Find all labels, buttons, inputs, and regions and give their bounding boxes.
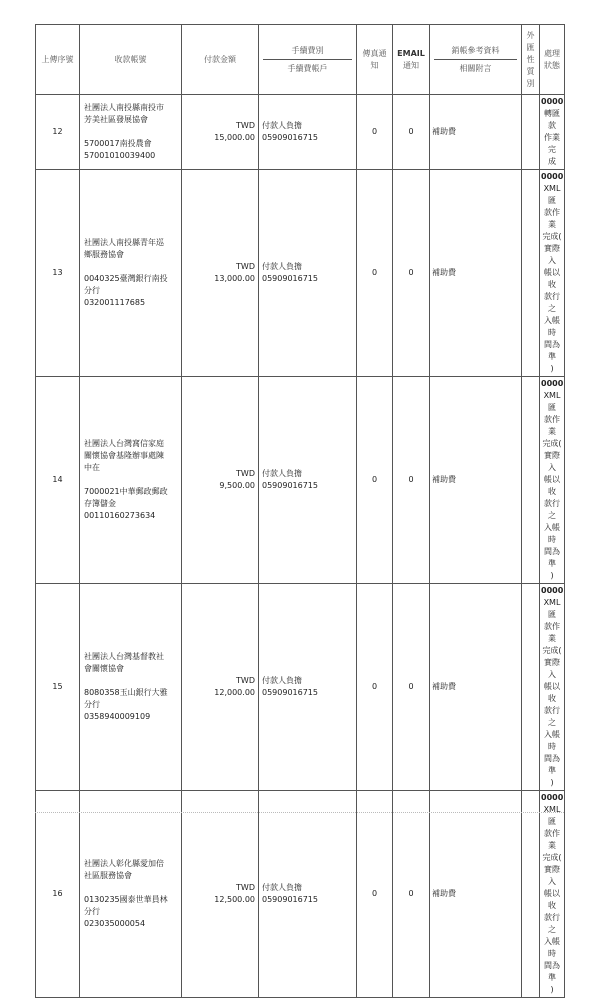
status-text-line: 入帳時 — [544, 937, 560, 958]
bank-line: 023035000054 — [84, 919, 146, 928]
row-account — [80, 377, 182, 584]
header-foreign-char: 別 — [526, 78, 535, 88]
status-text-line: 成 — [548, 157, 556, 166]
status-text-line: 實際入 — [544, 865, 560, 886]
currency: TWD — [236, 121, 255, 130]
fee-type: 付款人負擔 — [262, 469, 302, 478]
status-text-line: ) — [550, 985, 554, 994]
header-foreign-char: 質 — [526, 66, 535, 76]
bank-line: 0358940009109 — [84, 712, 151, 721]
status-text-line: 帳以收 — [544, 682, 560, 703]
row-fax: 0 — [357, 170, 393, 377]
row-amount — [182, 791, 259, 998]
status-text-line: ) — [550, 778, 554, 787]
currency: TWD — [236, 262, 255, 271]
bank-line: 分行 — [84, 907, 100, 916]
bank-line: 分行 — [84, 286, 100, 295]
fee-account: 05909016715 — [262, 274, 318, 283]
row-amount — [182, 377, 259, 584]
header-amount: 付款金額 — [182, 25, 259, 95]
status-text-line: 作業完 — [544, 133, 560, 154]
row-email: 0 — [393, 377, 430, 584]
status-text-line: 完成( — [542, 439, 562, 448]
status-text-line: 入帳時 — [544, 523, 560, 544]
status-text-line: 入帳時 — [544, 316, 560, 337]
status-text-line: ) — [550, 364, 554, 373]
currency: TWD — [236, 469, 255, 478]
row-seq: 16 — [36, 791, 80, 998]
table-row — [36, 170, 565, 377]
row-email: 0 — [393, 95, 430, 170]
status-text-line: 款行之 — [544, 913, 560, 934]
row-amount — [182, 584, 259, 791]
row-fee — [259, 584, 357, 791]
row-fee — [259, 170, 357, 377]
header-ref-top: 銷帳參考資料 — [434, 45, 517, 60]
header-foreign-char: 匯 — [526, 42, 535, 52]
row-ref: 補助費 — [430, 791, 522, 998]
status-text-line: 款作業 — [544, 829, 560, 850]
status-text-line: 款行之 — [544, 499, 560, 520]
payee-name-line: 社團法人南投縣南投市 — [84, 103, 164, 112]
status-text-line: XML匯 — [543, 391, 561, 412]
fee-type: 付款人負擔 — [262, 676, 302, 685]
amount-value: 12,500.00 — [214, 895, 255, 904]
remittance-table — [35, 24, 565, 998]
status-text-line: 帳以收 — [544, 475, 560, 496]
currency: TWD — [236, 883, 255, 892]
row-fee — [259, 377, 357, 584]
header-status — [540, 25, 565, 95]
status-text-line: 間為準 — [544, 547, 560, 568]
header-ref-bottom: 相關附言 — [459, 63, 492, 73]
status-text-line: 間為準 — [544, 754, 560, 775]
row-foreign — [522, 95, 540, 170]
fee-type: 付款人負擔 — [262, 883, 302, 892]
bank-line: 032001117685 — [84, 298, 146, 307]
row-seq: 12 — [36, 95, 80, 170]
status-text-line: 間為準 — [544, 340, 560, 361]
fee-type: 付款人負擔 — [262, 262, 302, 271]
row-account — [80, 791, 182, 998]
amount-value: 13,000.00 — [214, 274, 255, 283]
header-email — [393, 25, 430, 95]
table-row — [36, 584, 565, 791]
bank-line: 8080358玉山銀行大雅 — [84, 688, 168, 697]
status-text-line: 實際入 — [544, 244, 560, 265]
row-foreign — [522, 170, 540, 377]
row-status — [540, 170, 565, 377]
payee-name-line: 社團法人台灣基督教社 — [84, 652, 164, 661]
status-text-line: 款作業 — [544, 208, 560, 229]
row-ref: 補助費 — [430, 95, 522, 170]
row-account — [80, 170, 182, 377]
bank-line: 57001010039400 — [84, 151, 156, 160]
header-foreign-char: 性 — [526, 54, 535, 64]
status-text-line: ) — [550, 571, 554, 580]
status-text-line: 完成( — [542, 853, 562, 862]
row-status — [540, 95, 565, 170]
header-email-line2: 通知 — [403, 60, 419, 70]
table-row — [36, 95, 565, 170]
header-seq: 上傳序號 — [36, 25, 80, 95]
row-account — [80, 584, 182, 791]
payee-name-line: 鄉服務協會 — [84, 250, 124, 259]
fee-account: 05909016715 — [262, 481, 318, 490]
header-foreign — [522, 25, 540, 95]
row-seq: 14 — [36, 377, 80, 584]
row-fee — [259, 95, 357, 170]
row-fax: 0 — [357, 584, 393, 791]
payee-name-line: 社區服務協會 — [84, 871, 132, 880]
row-foreign — [522, 791, 540, 998]
amount-value: 15,000.00 — [214, 133, 255, 142]
bank-line: 5700017南投農會 — [84, 139, 152, 148]
header-account: 收款帳號 — [80, 25, 182, 95]
fee-account: 05909016715 — [262, 688, 318, 697]
bank-line: 7000021中華郵政郵政 — [84, 487, 168, 496]
payee-name-line: 中在 — [84, 463, 100, 472]
header-status-line1: 處理 — [544, 48, 560, 58]
status-text-line: 完成( — [542, 646, 562, 655]
table-row — [36, 377, 565, 584]
status-text-line: XML匯 — [543, 598, 561, 619]
fee-account: 05909016715 — [262, 895, 318, 904]
row-fax: 0 — [357, 95, 393, 170]
row-fax: 0 — [357, 791, 393, 998]
bank-line: 0130235國泰世華員林 — [84, 895, 168, 904]
row-seq: 13 — [36, 170, 80, 377]
row-status — [540, 791, 565, 998]
header-fee-account: 手續費帳戶 — [287, 63, 328, 73]
payee-name-line: 會關懷協會 — [84, 664, 124, 673]
row-status — [540, 377, 565, 584]
header-fee — [259, 25, 357, 95]
payee-name-line: 社團法人彰化縣愛加倍 — [84, 859, 164, 868]
row-fax: 0 — [357, 377, 393, 584]
payee-name-line: 關懷協會基隆辦事處陳 — [84, 451, 164, 460]
header-ref — [430, 25, 522, 95]
status-text-line: 轉匯款 — [544, 109, 560, 130]
row-ref: 補助費 — [430, 377, 522, 584]
table-row — [36, 791, 565, 998]
status-code: 0000 — [541, 97, 564, 106]
payee-name-line: 芳美社區發展協會 — [84, 115, 148, 124]
status-text-line: 帳以收 — [544, 889, 560, 910]
header-foreign-char: 外 — [526, 30, 535, 40]
row-amount — [182, 95, 259, 170]
row-status — [540, 584, 565, 791]
header-email-line1: EMAIL — [397, 48, 425, 58]
table-header-row — [36, 25, 565, 95]
amount-value: 12,000.00 — [214, 688, 255, 697]
row-amount — [182, 170, 259, 377]
header-fax-line2: 知 — [370, 60, 379, 70]
payee-name-line: 社團法人南投縣青年巡 — [84, 238, 164, 247]
status-text-line: 帳以收 — [544, 268, 560, 289]
row-ref: 補助費 — [430, 584, 522, 791]
header-fee-type: 手續費別 — [263, 45, 352, 60]
row-email: 0 — [393, 584, 430, 791]
row-fee — [259, 791, 357, 998]
row-foreign — [522, 584, 540, 791]
row-email: 0 — [393, 791, 430, 998]
bank-line: 分行 — [84, 700, 100, 709]
status-text-line: 入帳時 — [544, 730, 560, 751]
amount-value: 9,500.00 — [219, 481, 255, 490]
row-seq: 15 — [36, 584, 80, 791]
status-text-line: 間為準 — [544, 961, 560, 982]
fee-type: 付款人負擔 — [262, 121, 302, 130]
status-code: 0000 — [541, 793, 564, 802]
status-text-line: XML匯 — [543, 184, 561, 205]
status-text-line: 實際入 — [544, 451, 560, 472]
status-text-line: 款行之 — [544, 706, 560, 727]
status-text-line: 款作業 — [544, 415, 560, 436]
bank-line: 存簿儲金 — [84, 499, 116, 508]
status-text-line: 款行之 — [544, 292, 560, 313]
bank-line: 00110160273634 — [84, 511, 156, 520]
currency: TWD — [236, 676, 255, 685]
header-fax — [357, 25, 393, 95]
status-code: 0000 — [541, 172, 564, 181]
row-foreign — [522, 377, 540, 584]
status-code: 0000 — [541, 586, 564, 595]
status-text-line: XML匯 — [543, 805, 561, 826]
row-ref: 補助費 — [430, 170, 522, 377]
status-text-line: 款作業 — [544, 622, 560, 643]
row-account — [80, 95, 182, 170]
fee-account: 05909016715 — [262, 133, 318, 142]
header-status-line2: 狀態 — [544, 60, 560, 70]
payee-name-line: 社團法人台灣窩信家庭 — [84, 439, 164, 448]
status-text-line: 實際入 — [544, 658, 560, 679]
header-fax-line1: 傳真通 — [362, 48, 387, 58]
status-code: 0000 — [541, 379, 564, 388]
footer-divider — [35, 812, 564, 813]
bank-line: 0040325臺灣銀行南投 — [84, 274, 168, 283]
status-text-line: 完成( — [542, 232, 562, 241]
row-email: 0 — [393, 170, 430, 377]
